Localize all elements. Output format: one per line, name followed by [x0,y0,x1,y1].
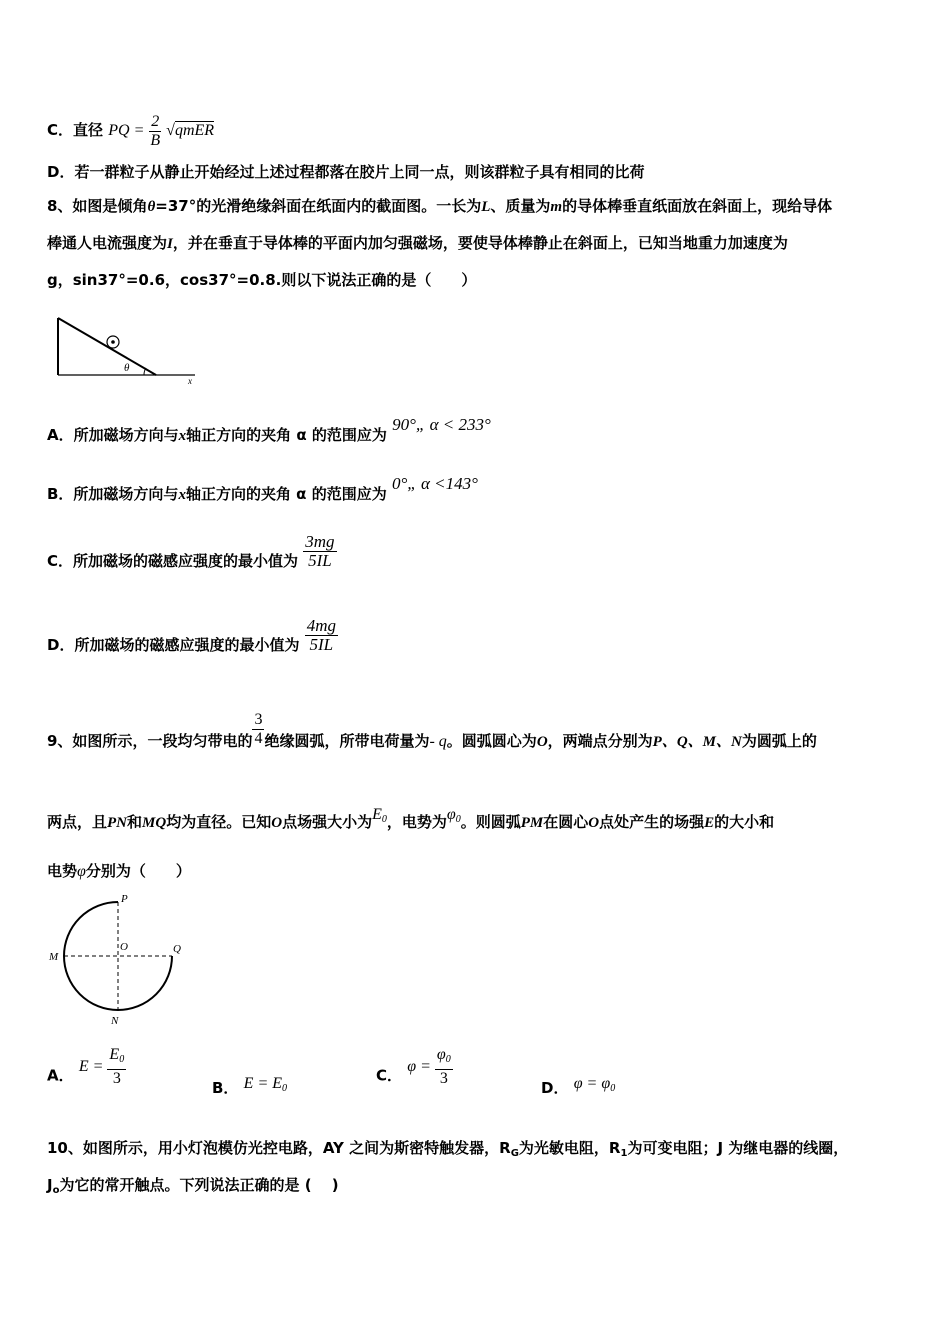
q9-l1a: 9、如图所示，一段均匀带电的 [47,732,253,750]
q7-c-radicand: qmER [174,122,215,140]
q8-d-frac [305,617,338,654]
q8-b-text-b: 轴正方向的夹角 α 的范围应为 [185,485,387,503]
q9-O: O [536,734,548,750]
q9-option-c[interactable] [376,1046,453,1098]
q9-E: E [704,815,715,831]
q9-O2: O [271,815,283,831]
q9-l2d: 点场强大小为 [282,813,373,831]
q7-option-c-label: C．直径 [47,121,104,140]
q9-d-label: D． [541,1079,569,1097]
q8-d-num: 4mg [306,616,336,635]
q10-l1a: 10、如图所示，用小灯泡模仿光控电路，AY 之间为斯密特触发器，R [47,1139,511,1157]
q8-d-text: D．所加磁场的磁感应强度的最小值为 [47,636,300,654]
q8-current-out-dot [111,340,115,344]
q9-l3b: 分别为（ ） [85,862,191,880]
q9-c-formula [407,1046,453,1087]
q9-phi: φ [77,863,86,880]
q8-I: I [167,236,173,252]
q8-stem-line2 [47,233,788,254]
q8-stem-line3: g，sin37°=0.6，cos37°=0.8.则以下说法正确的是（ ） [47,271,477,289]
q9-MQ: MQ [142,815,167,831]
q9-option-b[interactable] [212,1077,287,1099]
q9-l1c: 。圆弧圆心为 [446,732,537,750]
q10-sub-1: 1 [620,1148,628,1159]
q9-l1b: 绝缘圆弧，所带电荷量为 [264,732,430,750]
q7-option-c[interactable] [47,113,214,150]
q9-a-num: E [109,1046,120,1063]
q9-a-num-sub: 0 [119,1054,125,1065]
q9-label-m: M [49,951,59,963]
q8-c-den: 5IL [308,551,332,570]
q9-E0-letter: E [372,806,382,823]
q10-sub-o: o [52,1185,60,1196]
q7-option-c-formula: PQ = $\frac{2}{B}$ √qmER [108,113,215,149]
q9-stem-line3 [47,861,191,882]
q8-option-c[interactable] [47,532,337,580]
q9-c-label: C． [376,1066,403,1085]
q8-a-x: x [178,428,187,444]
q9-c-den: 3 [439,1070,448,1087]
q9-option-d[interactable] [541,1077,615,1099]
q8-l1d: 的导体棒垂直纸面放在斜面上，现给导体 [562,197,833,215]
q8-a-math: 90°„ α < 233° [392,415,491,434]
q8-a-text-b: 轴正方向的夹角 α 的范围应为 [186,426,387,444]
q9-d-expr: φ = φ [573,1075,611,1092]
q9-l2f: 。则圆弧 [460,813,521,831]
q9-phi0 [447,806,461,823]
q9-phi0-sub: 0 [455,814,461,825]
q9-l1e: 为圆弧上的 [741,732,817,750]
q8-l1c: 、质量为 [490,197,551,215]
q10-sub-g: G [510,1148,519,1159]
q10-stem-line2 [47,1175,339,1201]
q8-theta-label: θ [124,362,130,374]
q9-l2c: 均为直径。已知 [166,813,272,831]
q9-PM: PM [520,815,544,831]
q8-l2a: 棒通人电流强度为 [47,234,168,252]
q9-l3a: 电势 [47,862,78,880]
q9-frac-den: 4 [254,730,263,747]
q9-E0 [372,806,387,823]
q9-l2e: ，电势为 [386,813,447,831]
q9-pqmn: P、Q、M、N [652,734,742,750]
q8-l1a: 8、如图是倾角 [47,197,148,215]
q8-x-label: x [188,376,192,386]
q8-theta: θ [147,199,156,215]
q9-l1d: ，两端点分别为 [547,732,653,750]
q9-c-num-sub: 0 [445,1054,451,1065]
q8-c-text: C．所加磁场的磁感应强度的最小值为 [47,552,299,570]
q8-a-text-a: A．所加磁场方向与 [47,426,179,444]
q10-stem-line1 [47,1138,848,1164]
q9-d-sub: 0 [610,1083,616,1094]
q8-c-num: 3mg [305,532,335,551]
q9-d-formula [574,1075,616,1092]
q7-c-num: 2 [151,113,160,130]
q9-arc-figure [44,890,194,1030]
q9-a-label: A． [47,1066,74,1085]
q9-b-sub: 0 [282,1083,288,1094]
q9-b-expr: E = E [243,1075,283,1092]
q10-l2b: 为它的常开触点。下列说法正确的是 ( ) [59,1176,339,1194]
q9-charge: - q [429,733,447,750]
q10-l1b: 为光敏电阻，R [518,1139,621,1157]
q8-c-frac [303,533,336,570]
q9-label-p: P [121,893,128,905]
q9-a-den: 3 [112,1070,121,1087]
q9-c-num: φ [436,1046,446,1063]
q9-stem-line2 [47,806,775,838]
q9-a-formula [78,1046,126,1087]
q8-l2b: ，并在垂直于导体棒的平面内加匀强磁场，要使导体棒静止在斜面上，已知当地重力加速度为 [172,234,788,252]
q9-label-n: N [111,1015,119,1027]
q8-option-a[interactable] [47,415,491,446]
q8-incline-figure [50,312,210,387]
q9-E0-sub: 0 [381,814,387,825]
q9-b-label: B． [212,1079,239,1097]
q8-l1b: =37°的光滑绝缘斜面在纸面内的截面图。一长为 [155,197,482,215]
q9-l2h: 点处产生的场强 [599,813,705,831]
q8-b-math: 0°„ α <143° [391,474,478,493]
q9-a-lhs: E = [78,1057,104,1075]
q8-b-text-a: B．所加磁场方向与 [47,485,179,503]
q9-l2b: 和 [127,813,143,831]
q10-l2a: J [47,1176,53,1194]
q7-option-d[interactable]: D．若一群粒子从静止开始经过上述过程都落在胶片上同一点，则该群粒子具有相同的比荷 [47,163,645,181]
q8-option-d[interactable] [47,616,338,664]
q9-stem-line1 [47,711,817,760]
q9-PN: PN [107,815,128,831]
q9-b-formula [244,1075,287,1092]
q8-slope-line [58,318,156,375]
q9-l2g: 在圆心 [543,813,589,831]
q8-m: m [550,199,563,215]
q9-phi0-letter: φ [446,806,456,823]
q8-b-x: x [178,487,186,503]
q9-option-a[interactable] [47,1046,126,1098]
q9-three-quarter-frac [252,711,264,748]
q9-c-lhs: φ = [407,1057,431,1075]
q9-l2a: 两点，且 [47,813,108,831]
q9-label-q: Q [173,943,181,955]
q8-option-b[interactable] [47,474,478,505]
q8-stem-line1 [47,196,832,217]
q8-d-den: 5IL [309,635,334,654]
q9-l2i: 的大小和 [714,813,775,831]
q10-l1c: 为可变电阻；J 为继电器的线圈， [627,1139,849,1157]
q9-O3: O [588,815,600,831]
q7-c-lhs: PQ = [108,122,145,140]
q8-L: L [481,199,491,215]
q9-frac-num: 3 [254,711,263,728]
q7-c-den: B [150,132,161,149]
q9-label-o: O [120,941,128,953]
